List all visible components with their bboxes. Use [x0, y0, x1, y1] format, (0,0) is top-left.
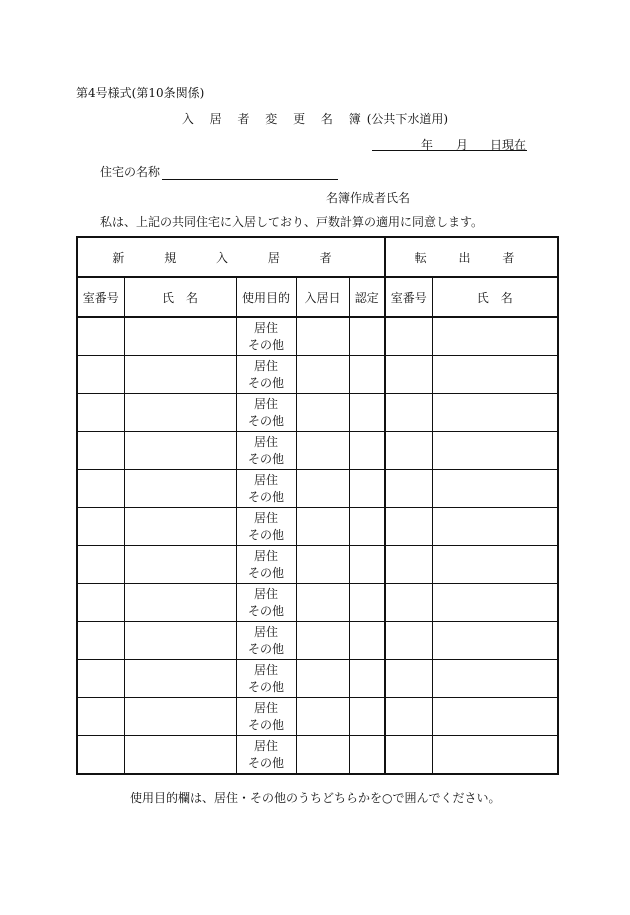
move-in-cell[interactable]	[296, 622, 349, 660]
purpose-cell[interactable]	[236, 508, 296, 546]
purpose-cell[interactable]	[236, 546, 296, 584]
purpose-option-residence[interactable]: 居住	[253, 624, 278, 639]
column-room-number: 室番号	[77, 277, 124, 317]
name-cell[interactable]	[124, 698, 236, 736]
date-year-label: 年	[421, 138, 434, 152]
out-name-cell[interactable]	[432, 584, 558, 622]
title-sub: (公共下水道用)	[366, 112, 449, 126]
room-cell[interactable]	[77, 622, 124, 660]
table-row	[77, 622, 558, 660]
column-out-name: 氏 名	[432, 277, 558, 317]
name-cell[interactable]	[124, 356, 236, 394]
name-cell[interactable]	[124, 584, 236, 622]
table-row	[77, 432, 558, 470]
purpose-option-other[interactable]: その他	[247, 565, 284, 580]
housing-name-row	[100, 163, 338, 180]
purpose-option-residence[interactable]: 居住	[253, 434, 278, 449]
table-row	[77, 394, 558, 432]
name-cell[interactable]	[124, 470, 236, 508]
approval-cell[interactable]	[349, 660, 385, 698]
purpose-option-residence[interactable]: 居住	[253, 700, 278, 715]
approval-cell[interactable]	[349, 432, 385, 470]
purpose-cell[interactable]	[236, 317, 296, 356]
purpose-option-other[interactable]: その他	[247, 489, 284, 504]
purpose-option-other[interactable]: その他	[247, 337, 284, 352]
purpose-cell[interactable]	[236, 584, 296, 622]
purpose-option-other[interactable]: その他	[247, 755, 284, 770]
name-cell[interactable]	[124, 432, 236, 470]
out-room-cell[interactable]	[385, 356, 432, 394]
move-in-cell[interactable]	[296, 584, 349, 622]
housing-name-field[interactable]	[162, 167, 338, 180]
out-name-cell[interactable]	[432, 660, 558, 698]
name-cell[interactable]	[124, 394, 236, 432]
purpose-option-other[interactable]: その他	[247, 413, 284, 428]
purpose-option-residence[interactable]: 居住	[253, 738, 278, 753]
table-row	[77, 356, 558, 394]
approval-cell[interactable]	[349, 356, 385, 394]
room-cell[interactable]	[77, 394, 124, 432]
document-title	[0, 110, 630, 127]
purpose-cell[interactable]	[236, 470, 296, 508]
move-in-cell[interactable]	[296, 432, 349, 470]
moved-out-header: 転 出 者	[385, 237, 558, 277]
out-name-cell[interactable]	[432, 394, 558, 432]
form-number: 第4号様式(第10条関係)	[76, 86, 205, 100]
purpose-option-residence[interactable]: 居住	[253, 662, 278, 677]
new-residents-header: 新 規 入 居 者	[77, 237, 385, 277]
approval-cell[interactable]	[349, 736, 385, 775]
out-room-cell[interactable]	[385, 736, 432, 775]
table-row	[77, 470, 558, 508]
date-day-label: 日現在	[490, 138, 527, 152]
name-cell[interactable]	[124, 508, 236, 546]
approval-cell[interactable]	[349, 508, 385, 546]
purpose-option-residence[interactable]: 居住	[253, 510, 278, 525]
out-name-cell[interactable]	[432, 698, 558, 736]
move-in-cell[interactable]	[296, 470, 349, 508]
table-row	[77, 698, 558, 736]
table-row	[77, 660, 558, 698]
purpose-option-other[interactable]: その他	[247, 679, 284, 694]
room-cell[interactable]	[77, 470, 124, 508]
approval-cell[interactable]	[349, 546, 385, 584]
purpose-option-other[interactable]: その他	[247, 451, 284, 466]
out-room-cell[interactable]	[385, 317, 432, 356]
purpose-option-other[interactable]: その他	[247, 603, 284, 618]
name-cell[interactable]	[124, 660, 236, 698]
room-cell[interactable]	[77, 660, 124, 698]
out-room-cell[interactable]	[385, 432, 432, 470]
purpose-option-residence[interactable]: 居住	[253, 472, 278, 487]
out-room-cell[interactable]	[385, 394, 432, 432]
purpose-option-residence[interactable]: 居住	[253, 586, 278, 601]
purpose-cell[interactable]	[236, 660, 296, 698]
column-out-room-number: 室番号	[385, 277, 432, 317]
purpose-option-residence[interactable]: 居住	[253, 320, 278, 335]
move-in-cell[interactable]	[296, 736, 349, 775]
move-in-cell[interactable]	[296, 546, 349, 584]
purpose-option-other[interactable]: その他	[247, 717, 284, 732]
resident-change-table	[76, 236, 559, 775]
out-name-cell[interactable]	[432, 432, 558, 470]
approval-cell[interactable]	[349, 317, 385, 356]
out-room-cell[interactable]	[385, 698, 432, 736]
out-name-cell[interactable]	[432, 546, 558, 584]
housing-name-label: 住宅の名称	[100, 165, 161, 179]
approval-cell[interactable]	[349, 622, 385, 660]
column-move-in-date: 入居日	[296, 277, 349, 317]
name-cell[interactable]	[124, 622, 236, 660]
footer-note: 使用目的欄は、居住・その他のうちどちらかを○で囲んでください。	[130, 791, 501, 805]
purpose-cell[interactable]	[236, 356, 296, 394]
move-in-cell[interactable]	[296, 508, 349, 546]
room-cell[interactable]	[77, 432, 124, 470]
consent-text: 私は、上記の共同住宅に入居しており、戸数計算の適用に同意します。	[100, 215, 484, 229]
table-row	[77, 584, 558, 622]
move-in-cell[interactable]	[296, 660, 349, 698]
purpose-option-other[interactable]: その他	[247, 375, 284, 390]
out-name-cell[interactable]	[432, 317, 558, 356]
approval-cell[interactable]	[349, 470, 385, 508]
purpose-cell[interactable]	[236, 622, 296, 660]
approval-cell[interactable]	[349, 584, 385, 622]
purpose-cell[interactable]	[236, 394, 296, 432]
out-room-cell[interactable]	[385, 622, 432, 660]
title-main: 入 居 者 変 更 名 簿	[181, 112, 367, 126]
room-cell[interactable]	[77, 356, 124, 394]
date-month-label: 月	[456, 138, 469, 152]
table-row	[77, 317, 558, 356]
out-name-cell[interactable]	[432, 736, 558, 775]
out-name-cell[interactable]	[432, 622, 558, 660]
room-cell[interactable]	[77, 317, 124, 356]
column-approval: 認定	[349, 277, 385, 317]
table-row	[77, 736, 558, 775]
out-name-cell[interactable]	[432, 470, 558, 508]
room-cell[interactable]	[77, 698, 124, 736]
room-cell[interactable]	[77, 584, 124, 622]
column-name: 氏 名	[124, 277, 236, 317]
move-in-cell[interactable]	[296, 356, 349, 394]
purpose-option-residence[interactable]: 居住	[253, 358, 278, 373]
out-room-cell[interactable]	[385, 546, 432, 584]
purpose-option-residence[interactable]: 居住	[253, 548, 278, 563]
out-room-cell[interactable]	[385, 660, 432, 698]
out-name-cell[interactable]	[432, 508, 558, 546]
table-row	[77, 546, 558, 584]
move-in-cell[interactable]	[296, 317, 349, 356]
out-name-cell[interactable]	[432, 356, 558, 394]
name-cell[interactable]	[124, 317, 236, 356]
purpose-option-residence[interactable]: 居住	[253, 396, 278, 411]
approval-cell[interactable]	[349, 394, 385, 432]
column-purpose: 使用目的	[236, 277, 296, 317]
creator-name-label: 名簿作成者氏名	[326, 191, 411, 205]
purpose-cell[interactable]	[236, 698, 296, 736]
table-row	[77, 508, 558, 546]
purpose-option-other[interactable]: その他	[247, 527, 284, 542]
approval-cell[interactable]	[349, 698, 385, 736]
date-field[interactable]	[372, 136, 527, 151]
out-room-cell[interactable]	[385, 470, 432, 508]
out-room-cell[interactable]	[385, 584, 432, 622]
purpose-option-other[interactable]: その他	[247, 641, 284, 656]
move-in-cell[interactable]	[296, 698, 349, 736]
purpose-cell[interactable]	[236, 432, 296, 470]
purpose-cell[interactable]	[236, 736, 296, 775]
room-cell[interactable]	[77, 736, 124, 775]
name-cell[interactable]	[124, 736, 236, 775]
room-cell[interactable]	[77, 508, 124, 546]
out-room-cell[interactable]	[385, 508, 432, 546]
move-in-cell[interactable]	[296, 394, 349, 432]
name-cell[interactable]	[124, 546, 236, 584]
room-cell[interactable]	[77, 546, 124, 584]
